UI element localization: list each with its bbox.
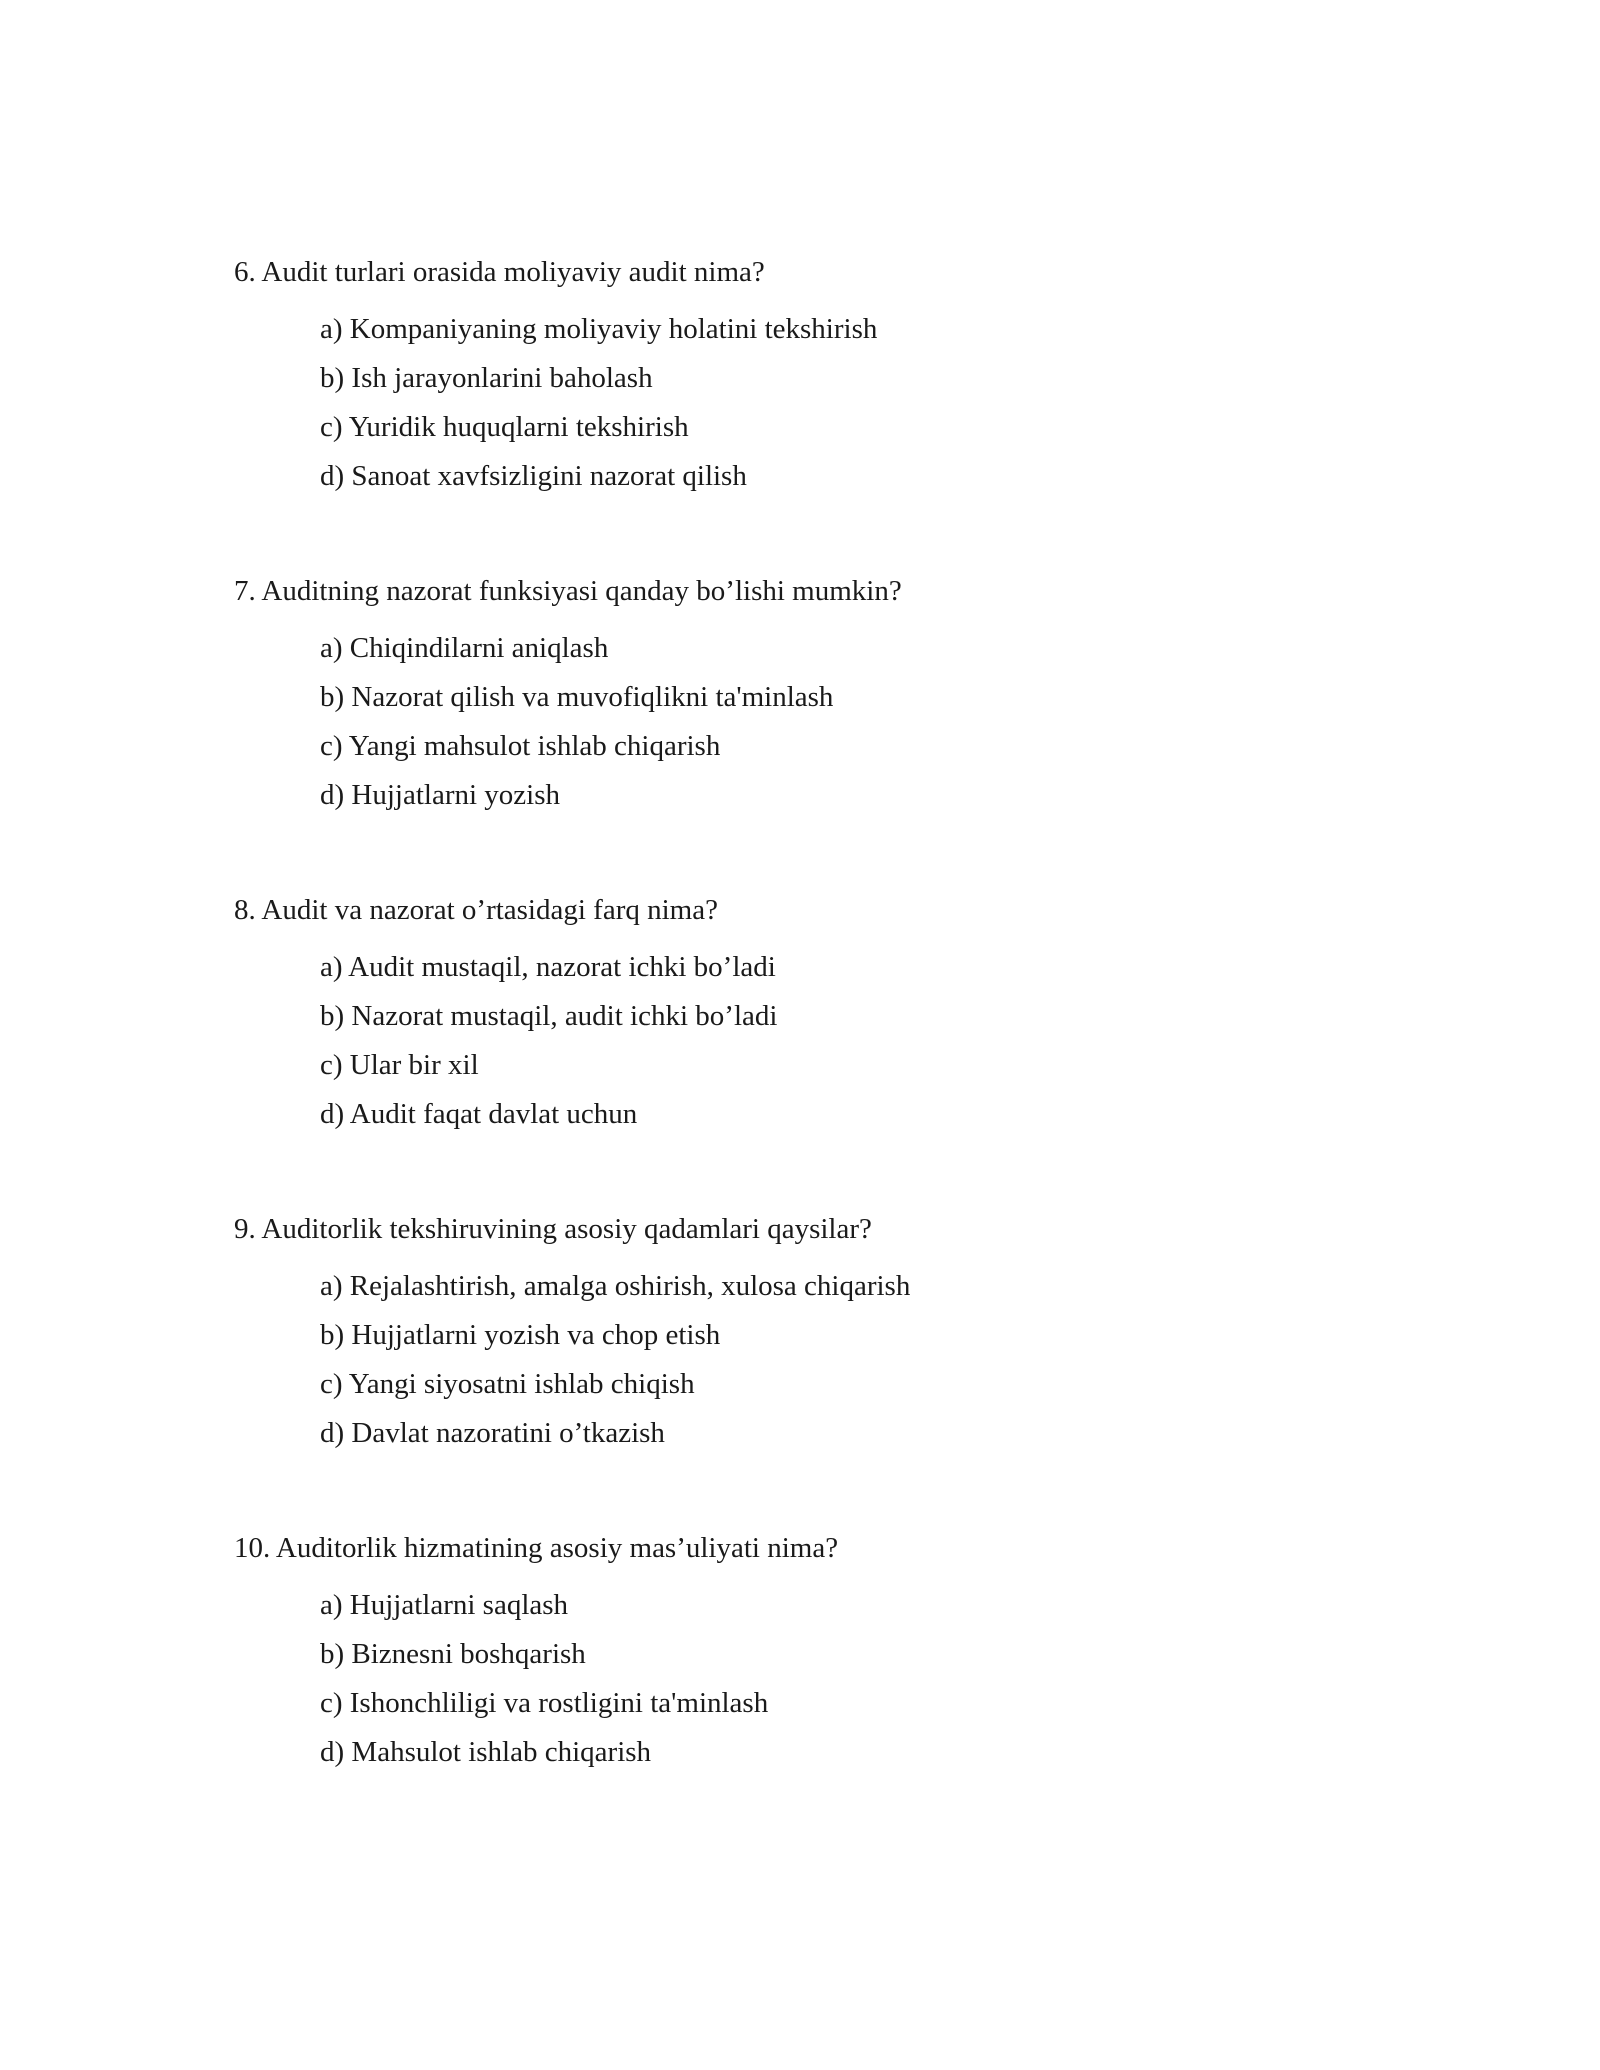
question-text: 7. Auditning nazorat funksiyasi qanday bo’lishi mumkin?: [234, 575, 902, 607]
answer-options: [320, 311, 1434, 507]
option-b: b) Biznesni boshqarish: [320, 1638, 586, 1670]
option-b: b) Nazorat mustaqil, audit ichki bo’ladi: [320, 1000, 778, 1032]
option-d: d) Sanoat xavfsizligini nazorat qilish: [320, 460, 747, 492]
option-a: a) Chiqindilarni aniqlash: [320, 632, 609, 664]
option-a: a) Hujjatlarni saqlash: [320, 1589, 569, 1621]
option-d: d) Audit faqat davlat uchun: [320, 1098, 638, 1130]
question-text: 6. Audit turlari orasida moliyaviy audit nima?: [234, 256, 765, 288]
question-9: [234, 1211, 1434, 1464]
option-c: c) Yangi mahsulot ishlab chiqarish: [320, 730, 721, 762]
option-b: b) Nazorat qilish va muvofiqlikni ta'minlash: [320, 681, 834, 713]
answer-options: [320, 1268, 1434, 1464]
option-d: d) Davlat nazoratini o’tkazish: [320, 1417, 665, 1449]
question-7: [234, 573, 1434, 826]
question-8: [234, 892, 1434, 1145]
option-c: c) Yuridik huquqlarni tekshirish: [320, 411, 689, 443]
option-c: c) Ishonchliligi va rostligini ta'minlash: [320, 1687, 769, 1719]
option-d: d) Hujjatlarni yozish: [320, 779, 561, 811]
option-c: c) Ular bir xil: [320, 1049, 479, 1081]
question-text: 8. Audit va nazorat o’rtasidagi farq nima?: [234, 894, 718, 926]
option-b: b) Ish jarayonlarini baholash: [320, 362, 653, 394]
answer-options: [320, 630, 1434, 826]
option-a: a) Audit mustaqil, nazorat ichki bo’ladi: [320, 951, 776, 983]
answer-options: [320, 1587, 1434, 1783]
option-c: c) Yangi siyosatni ishlab chiqish: [320, 1368, 695, 1400]
question-text: 10. Auditorlik hizmatining asosiy mas’uliyati nima?: [234, 1532, 839, 1564]
question-10: [234, 1530, 1434, 1783]
option-a: a) Rejalashtirish, amalga oshirish, xulosa chiqarish: [320, 1270, 911, 1302]
answer-options: [320, 949, 1434, 1145]
option-b: b) Hujjatlarni yozish va chop etish: [320, 1319, 721, 1351]
question-text: 9. Auditorlik tekshiruvining asosiy qadamlari qaysilar?: [234, 1213, 872, 1245]
option-a: a) Kompaniyaning moliyaviy holatini tekshirish: [320, 313, 878, 345]
question-6: [234, 254, 1434, 507]
option-d: d) Mahsulot ishlab chiqarish: [320, 1736, 652, 1768]
